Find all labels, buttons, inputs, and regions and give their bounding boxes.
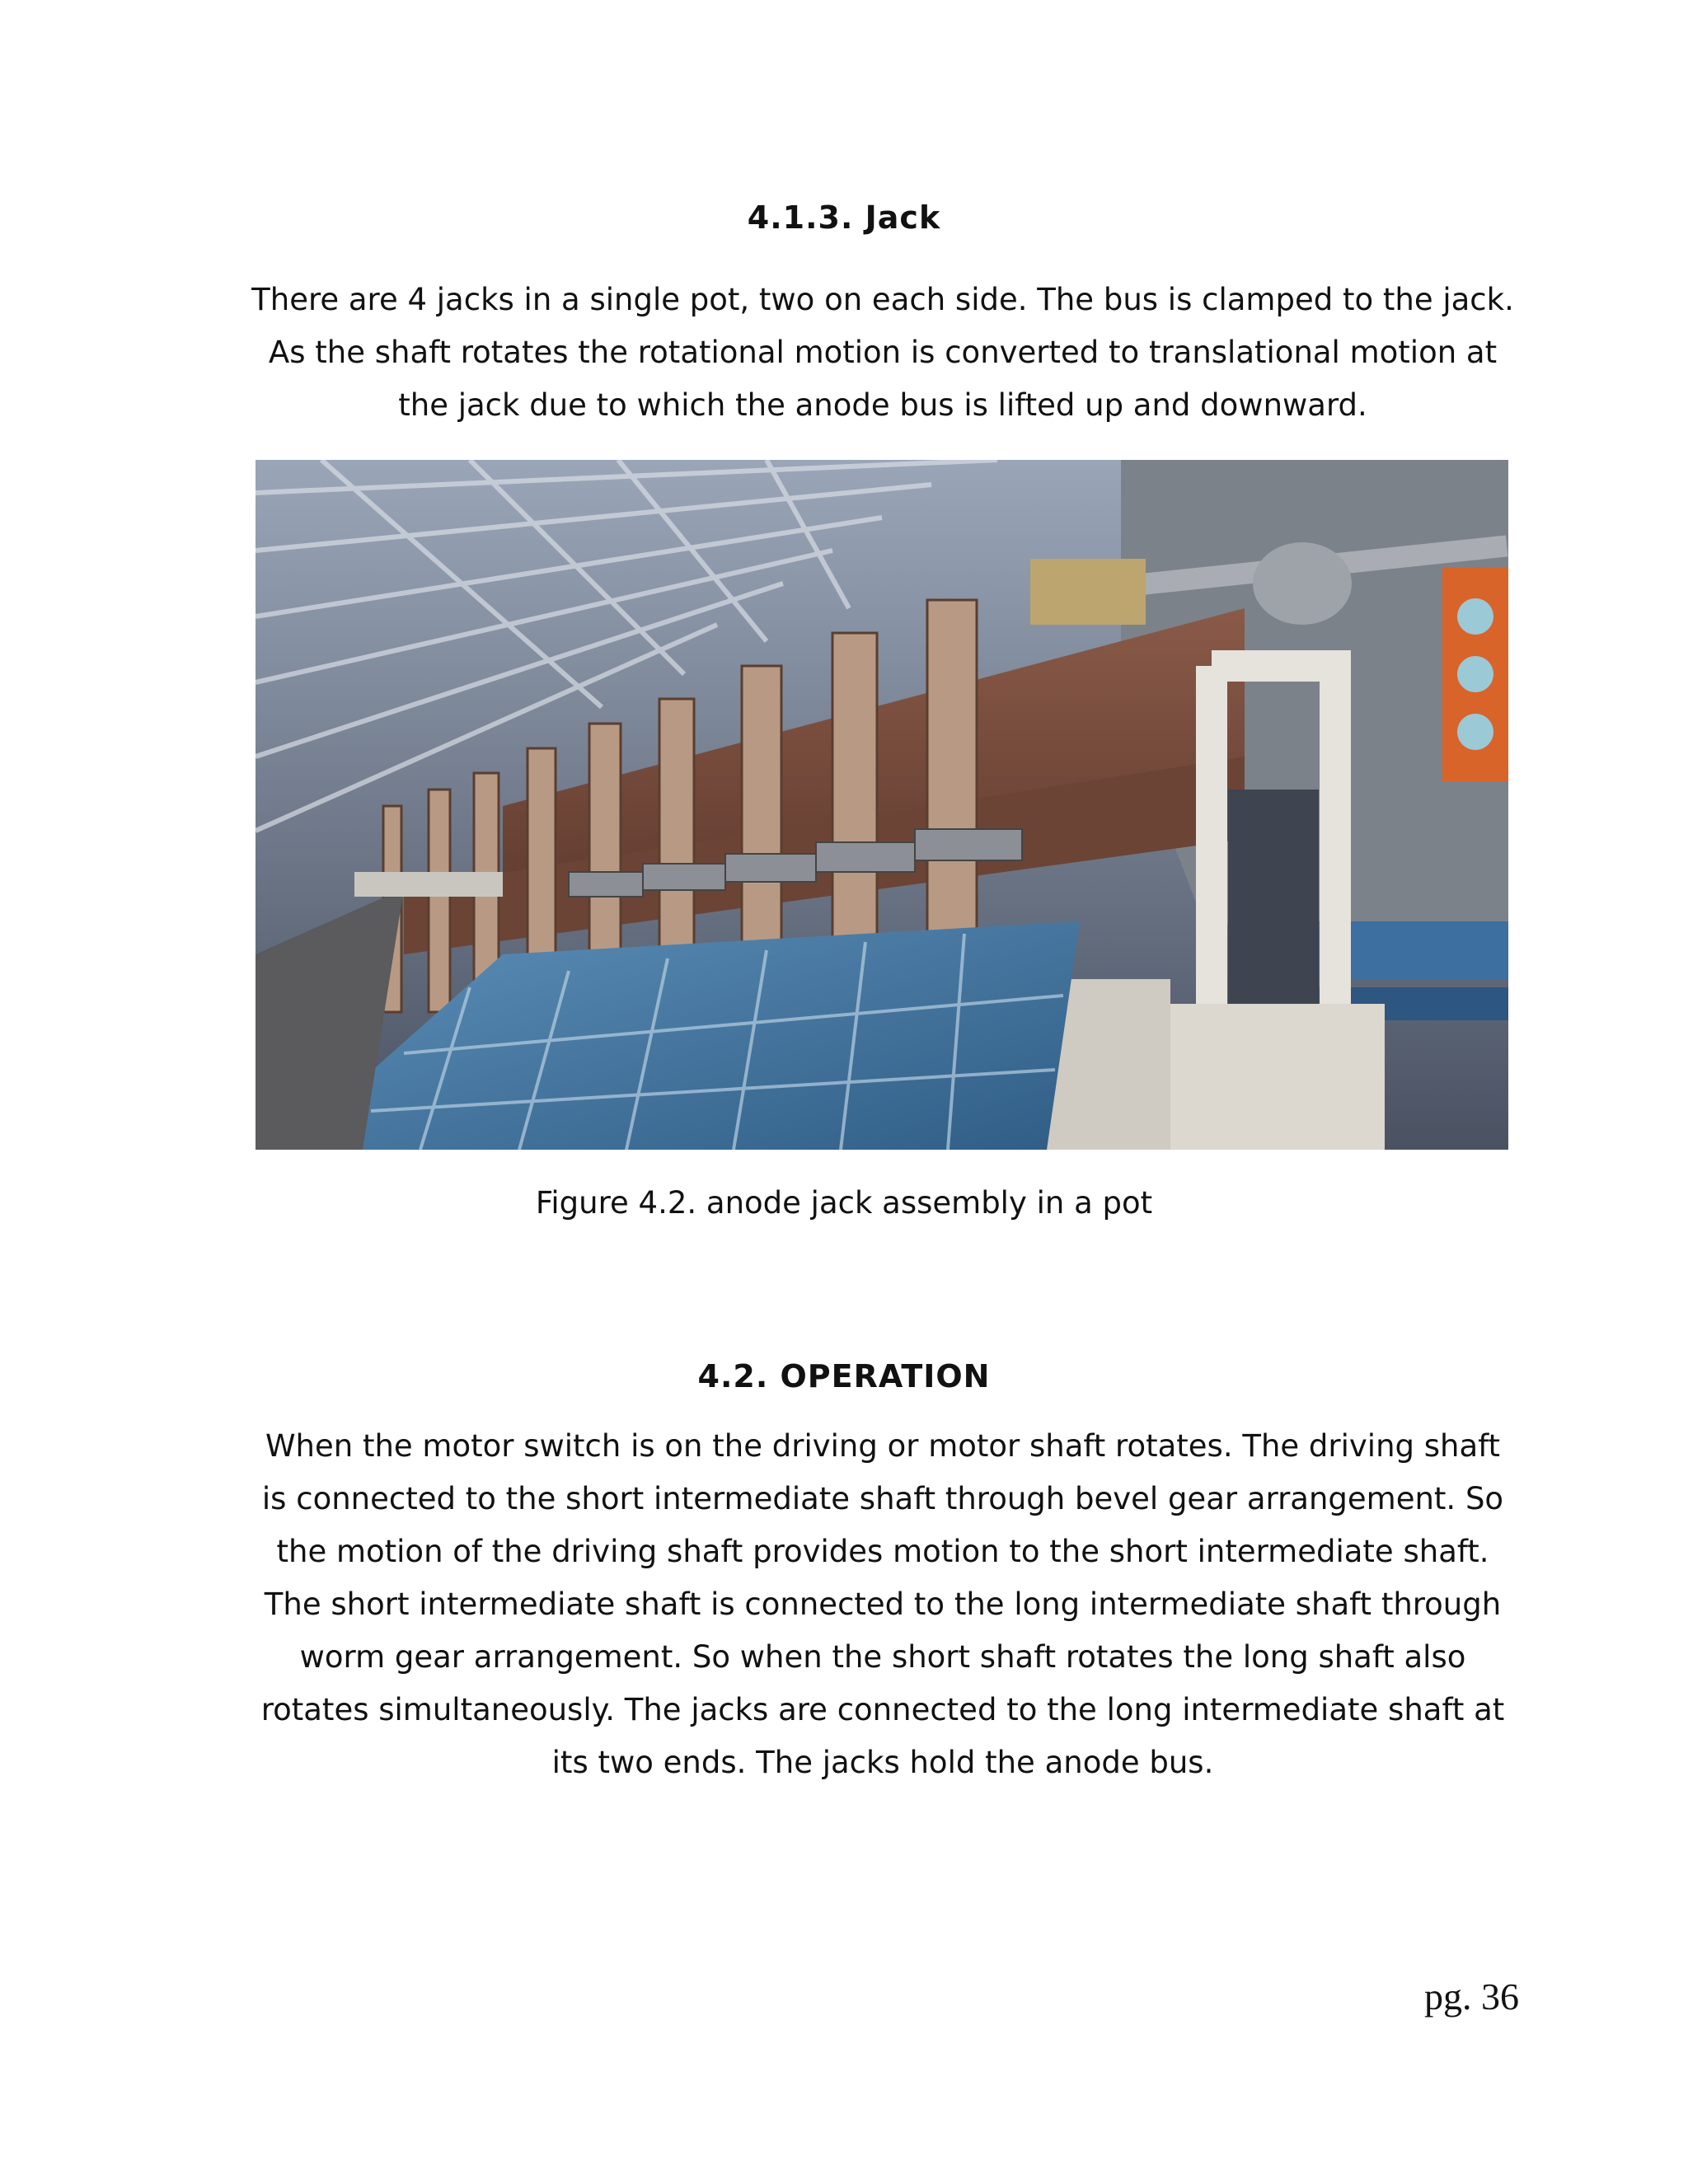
section-heading-jack: 4.1.3. Jack [747, 199, 941, 236]
operation-paragraph: When the motor switch is on the driving or motor shaft rotates. The driving shaft is connected to the short intermediate shaft through bevel gear arrangement. So the motion of the driving shaft provides motion to the short intermediate shaft. The short intermediate shaft is connected to the long intermediate shaft through worm gear arrangement. So when the short shaft rotates the long shaft also rotates simultaneously. The jacks are connected to the long intermediate shaft at its two ends. The jacks hold the anode bus. [260, 1428, 1505, 1780]
section-heading-operation: 4.2. OPERATION [697, 1358, 991, 1394]
anode-jack-photo [256, 460, 1508, 1150]
jack-paragraph: There are 4 jacks in a single pot, two on each side. The bus is clamped to the jack. As the shaft rotates the rotational motion is converted to translational motion at the jack due to which the anode bus is lifted up and downward. [251, 282, 1514, 423]
figure-caption: Figure 4.2. anode jack assembly in a pot [535, 1185, 1153, 1221]
page-number: pg. 36 [1424, 1975, 1519, 2018]
